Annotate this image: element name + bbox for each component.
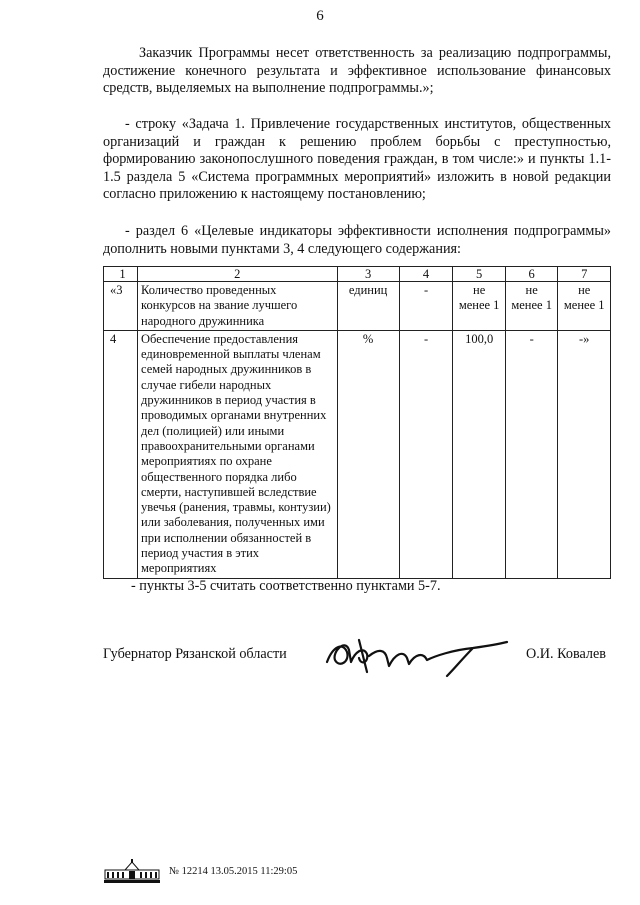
paragraph-task-1 — [103, 116, 611, 204]
page-number: 6 — [316, 8, 324, 24]
table-row — [104, 282, 611, 331]
indicator-value: не менее 1 — [558, 282, 611, 331]
row-number: «3 — [104, 282, 138, 331]
table-header-cell: 5 — [453, 267, 506, 282]
table-header-cell: 3 — [337, 267, 399, 282]
table-header-cell: 2 — [138, 267, 338, 282]
paragraph-customer-responsibility: Заказчик Программы несет ответственность за реализацию подпрограммы, достижение конечного результата и эффективное использование финансовых средств, выделяемых на выполнение подпрограммы.»; — [103, 45, 611, 97]
indicator-value: 100,0 — [453, 330, 506, 578]
dash-marker: - — [125, 116, 130, 132]
table-row — [104, 330, 611, 578]
registration-footer — [103, 858, 423, 886]
table-header-cell: 6 — [505, 267, 558, 282]
indicator-value: -» — [558, 330, 611, 578]
signatory-name: О.И. Ковалев — [526, 646, 606, 662]
indicator-name: Обеспечение предоставления единовременной выплаты членам семей народных дружинников в случае гибели народных дружинников в период участия в проводимых органами внутренних дел (полицией) или иными правоохранительными органами мероприятиях по охране общественного порядка либо смерти, наступившей вследствие увечья (ранения, травмы, контузии) или заболевания, полученных ими при исполнении обязанностей в период участия в этих мероприятиях — [138, 330, 338, 578]
table-header-cell: 1 — [104, 267, 138, 282]
row-number: 4 — [104, 330, 138, 578]
indicator-name: Количество проведенных конкурсов на звание лучшего народного дружинника — [138, 282, 338, 331]
indicator-unit: % — [337, 330, 399, 578]
registration-stamp: № 12214 13.05.2015 11:29:05 — [169, 866, 298, 877]
indicator-value: не менее 1 — [453, 282, 506, 331]
indicator-unit: единиц — [337, 282, 399, 331]
signature-block — [103, 640, 611, 685]
indicator-value: - — [505, 330, 558, 578]
paragraph-section-6-text: раздел 6 «Целевые индикаторы эффективности исполнения подпрограммы» дополнить новыми пунктами 3, 4 следующего содержания: — [103, 223, 611, 257]
dash-marker: - — [125, 223, 130, 239]
table-header-cell: 4 — [399, 267, 453, 282]
indicator-value: - — [399, 282, 453, 331]
table-header-row — [104, 267, 611, 282]
dash-marker: - — [131, 578, 136, 594]
signatory-title: Губернатор Рязанской области — [103, 646, 287, 662]
paragraph-task-1-text: строку «Задача 1. Привлечение государственных институтов, общественных организаций и граждан к решению проблем борьбы с преступностью, формированию законопослушного поведения граждан, в том числе:» и пункты 1.1-1.5 раздела 5 «Система программных мероприятий» изложить в новой редакции согласно приложению к настоящему постановлению; — [103, 116, 611, 203]
indicator-value: - — [399, 330, 453, 578]
paragraph-renumber — [131, 578, 639, 596]
paragraph-renumber-text: пункты 3-5 считать соответственно пунктами 5-7. — [139, 578, 441, 594]
table-header-cell: 7 — [558, 267, 611, 282]
indicators-table — [103, 266, 611, 579]
indicator-value: не менее 1 — [505, 282, 558, 331]
paragraph-section-6 — [103, 223, 611, 258]
handwritten-signature — [323, 632, 513, 680]
building-emblem-icon — [103, 858, 161, 884]
